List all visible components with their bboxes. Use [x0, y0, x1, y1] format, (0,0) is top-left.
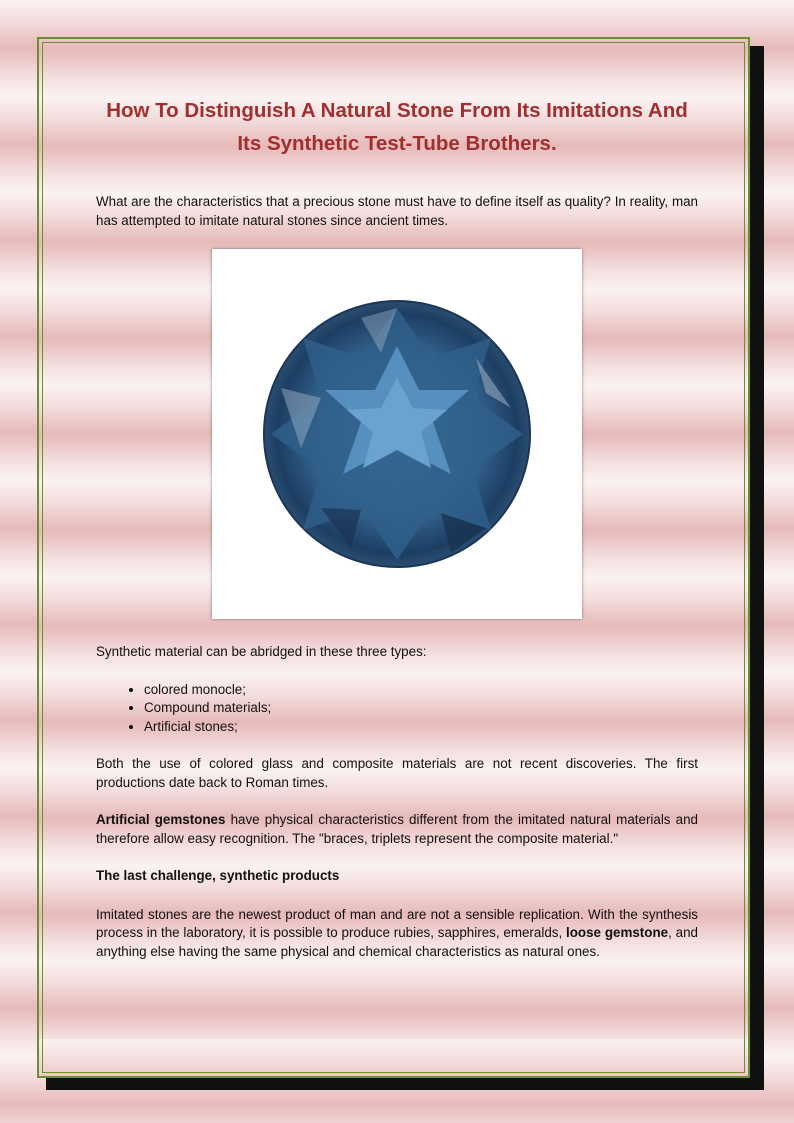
list-item: • Compound materials;: [144, 699, 698, 718]
section-heading: The last challenge, synthetic products: [96, 868, 340, 883]
types-list: [96, 681, 698, 737]
loose-gemstone-term: loose gemstone: [566, 925, 669, 940]
artificial-paragraph-text: have physical characteristics different from the imitated natural materials and therefore allow easy recognition. The "braces, triplets represent the composite material.": [96, 812, 698, 846]
last-paragraph-text-2: , and anything else having the same physical and chemical characteristics as natural ones.: [96, 925, 698, 959]
artificial-gemstones-term: Artificial gemstones: [96, 812, 226, 827]
intro-paragraph: What are the characteristics that a precious stone must have to define itself as quality? In reality, man has attempted to imitate natural stones since ancient times.: [96, 194, 698, 228]
last-paragraph: [96, 906, 698, 962]
list-item: • Artificial stones;: [144, 718, 698, 737]
page-title: How To Distinguish A Natural Stone From Its Imitations And Its Synthetic Test-Tube Brothers.: [106, 99, 688, 155]
gemstone-illustration: [261, 298, 533, 570]
artificial-paragraph: [96, 811, 698, 848]
gemstone-image: [212, 249, 582, 619]
types-intro: Synthetic material can be abridged in these three types:: [96, 644, 427, 659]
list-item: • colored monocle;: [144, 681, 698, 700]
document-content: [96, 94, 698, 980]
glass-paragraph: Both the use of colored glass and composite materials are not recent discoveries. The first productions date back to Roman times.: [96, 756, 698, 790]
last-paragraph-text-1: Imitated stones are the newest product of man and are not a sensible replication. With the synthesis process in the laboratory, it is possible to produce rubies, sapphires, emeralds,: [96, 906, 698, 940]
